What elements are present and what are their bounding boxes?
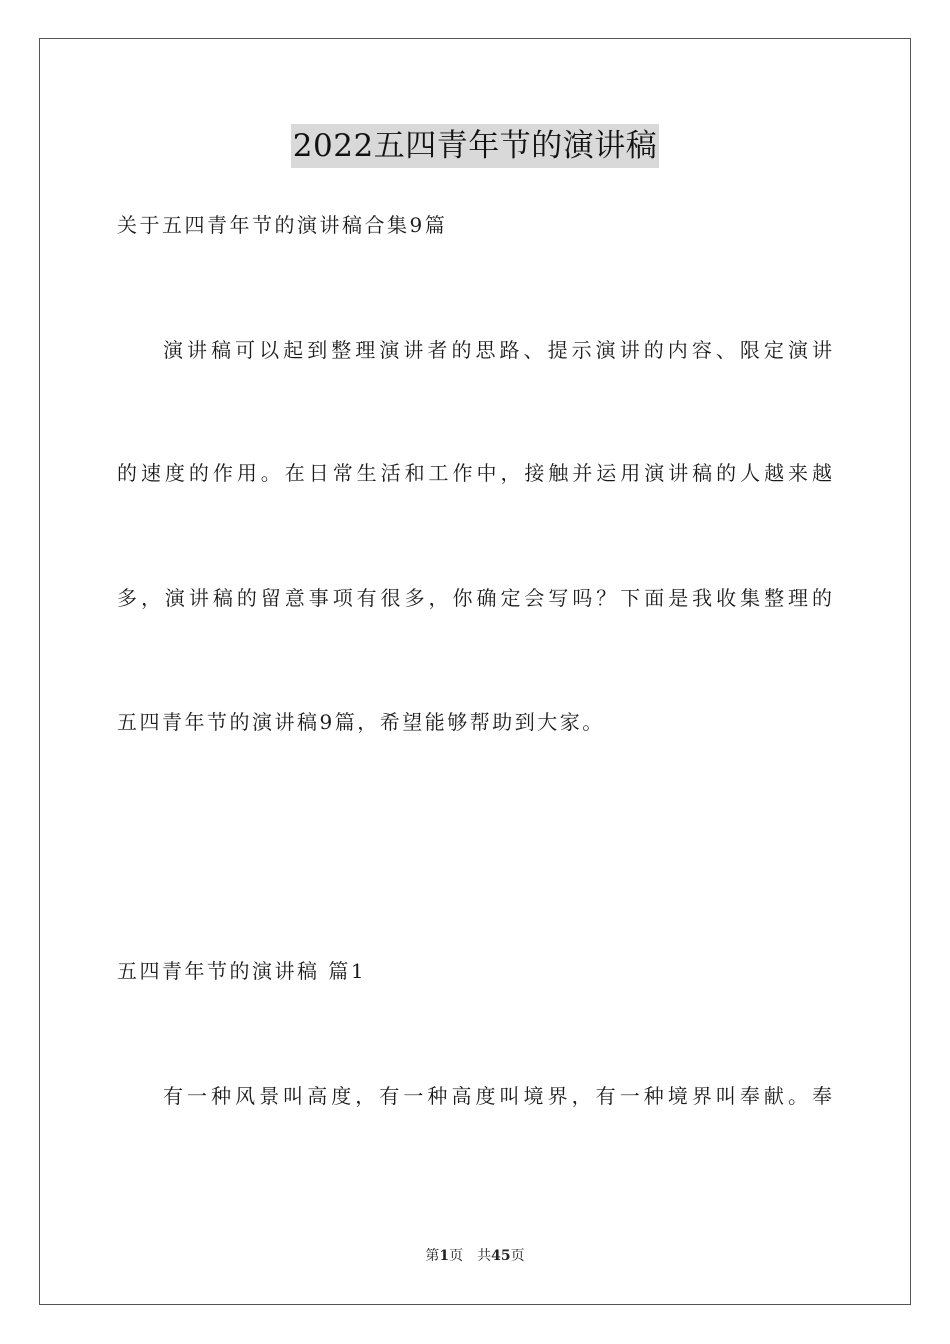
intro-line: 多，演讲稿的留意事项有很多，你确定会写吗？下面是我收集整理的 bbox=[117, 586, 832, 610]
page-number-footer bbox=[0, 1247, 950, 1265]
document-title: 2022五四青年节的演讲稿 bbox=[291, 124, 659, 168]
footer-page-prefix: 第 bbox=[425, 1248, 440, 1264]
section-body-line: 有一种风景叫高度，有一种高度叫境界，有一种境界叫奉献。奉 bbox=[163, 1084, 832, 1108]
intro-line: 五四青年节的演讲稿9篇，希望能够帮助到大家。 bbox=[117, 710, 605, 734]
footer-page-current: 1 bbox=[439, 1248, 450, 1264]
document-subtitle: 关于五四青年节的演讲稿合集9篇 bbox=[117, 213, 448, 237]
footer-total-suffix: 页 bbox=[510, 1248, 525, 1264]
intro-line: 的速度的作用。在日常生活和工作中，接触并运用演讲稿的人越来越 bbox=[117, 461, 832, 485]
footer-page-mid: 页 bbox=[449, 1248, 464, 1264]
footer-page-total: 45 bbox=[491, 1248, 511, 1264]
intro-line: 演讲稿可以起到整理演讲者的思路、提示演讲的内容、限定演讲 bbox=[163, 338, 832, 362]
section-heading: 五四青年节的演讲稿 篇1 bbox=[117, 959, 367, 983]
footer-total-prefix: 共 bbox=[477, 1248, 492, 1264]
title-container bbox=[0, 124, 950, 168]
